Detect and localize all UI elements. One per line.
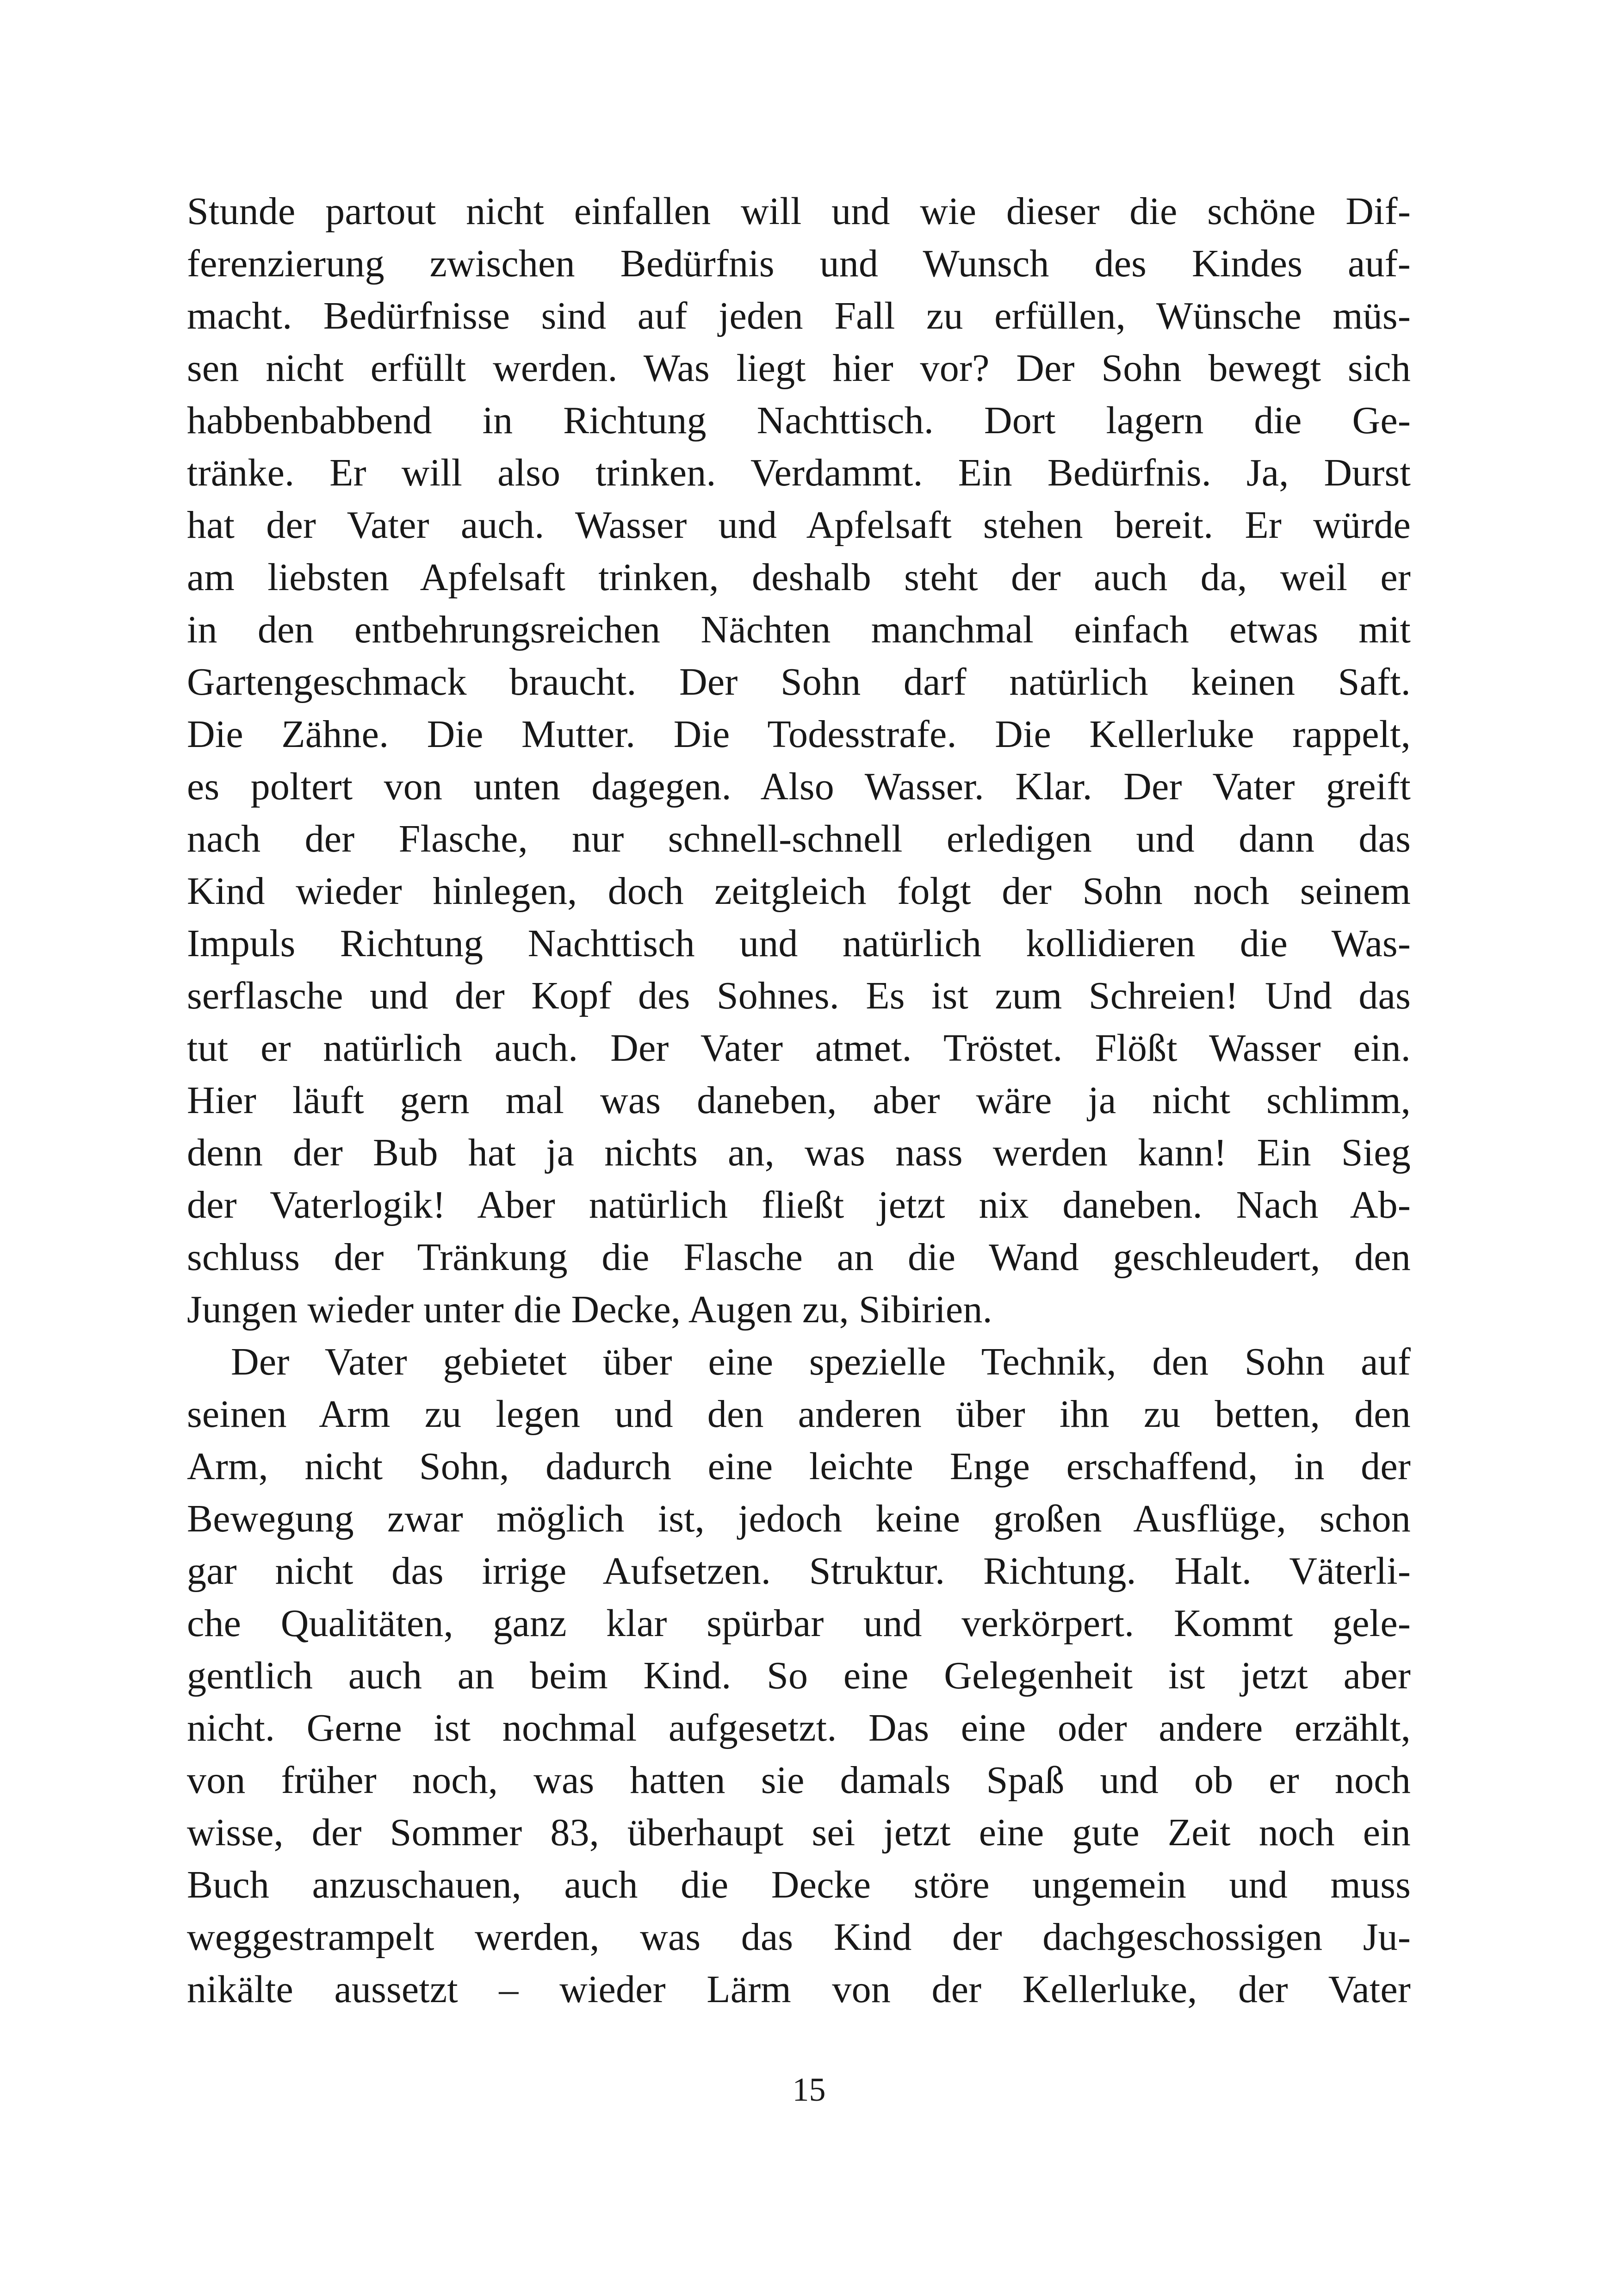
text-line: gar nicht das irrige Aufsetzen. Struktur. Richtung. Halt. Väterli- (187, 1549, 1411, 1593)
text-line: nikälte aussetzt – wieder Lärm von der Kellerluke, der Vater (187, 1968, 1411, 2011)
paragraph (187, 1336, 1411, 2016)
text-line: weggestrampelt werden, was das Kind der dachgeschossigen Ju- (187, 1916, 1411, 1959)
text-line: tränke. Er will also trinken. Verdammt. Ein Bedürfnis. Ja, Durst (187, 451, 1411, 494)
text-line: Gartengeschmack braucht. Der Sohn darf natürlich keinen Saft. (187, 660, 1411, 703)
text-line: Der Vater gebietet über eine spezielle Technik, den Sohn auf (231, 1340, 1411, 1383)
text-line: Impuls Richtung Nachttisch und natürlich kollidieren die Was- (187, 922, 1411, 965)
text-line: von früher noch, was hatten sie damals Spaß und ob er noch (187, 1759, 1411, 1802)
page-number: 15 (792, 2071, 826, 2108)
text-line: denn der Bub hat ja nichts an, was nass werden kann! Ein Sieg (187, 1131, 1411, 1174)
text-line: in den entbehrungsreichen Nächten manchmal einfach etwas mit (187, 608, 1411, 651)
text-line: Bewegung zwar möglich ist, jedoch keine großen Ausflüge, schon (187, 1497, 1411, 1540)
text-line: Hier läuft gern mal was daneben, aber wäre ja nicht schlimm, (187, 1079, 1411, 1122)
text-line: habbenbabbend in Richtung Nachttisch. Dort lagern die Ge- (187, 399, 1411, 442)
text-line: hat der Vater auch. Wasser und Apfelsaft stehen bereit. Er würde (187, 504, 1411, 547)
text-line: Die Zähne. Die Mutter. Die Todesstrafe. Die Kellerluke rappelt, (187, 713, 1411, 756)
text-line: Jungen wieder unter die Decke, Augen zu, Sibirien. (187, 1288, 992, 1331)
text-line: ferenzierung zwischen Bedürfnis und Wunsch des Kindes auf- (187, 242, 1411, 285)
text-line: Stunde partout nicht einfallen will und wie dieser die schöne Dif- (187, 190, 1411, 233)
text-line: am liebsten Apfelsaft trinken, deshalb steht der auch da, weil er (187, 556, 1411, 599)
text-line: gentlich auch an beim Kind. So eine Gelegenheit ist jetzt aber (187, 1654, 1411, 1697)
text-line: seinen Arm zu legen und den anderen über ihn zu betten, den (187, 1393, 1411, 1436)
text-line: tut er natürlich auch. Der Vater atmet. Tröstet. Flößt Wasser ein. (187, 1027, 1411, 1070)
text-line: es poltert von unten dagegen. Also Wasser. Klar. Der Vater greift (187, 765, 1411, 808)
text-line: nicht. Gerne ist nochmal aufgesetzt. Das eine oder andere erzählt, (187, 1706, 1411, 1749)
text-line: Buch anzuschauen, auch die Decke störe ungemein und muss (187, 1863, 1411, 1906)
text-line: schluss der Tränkung die Flasche an die Wand geschleudert, den (187, 1236, 1411, 1279)
text-line: Arm, nicht Sohn, dadurch eine leichte Enge erschaffend, in der (187, 1445, 1411, 1488)
text-line: nach der Flasche, nur schnell-schnell erledigen und dann das (187, 817, 1411, 860)
text-line: che Qualitäten, ganz klar spürbar und verkörpert. Kommt gele- (187, 1602, 1411, 1645)
text-block (187, 185, 1411, 2016)
text-line: Kind wieder hinlegen, doch zeitgleich folgt der Sohn noch seinem (187, 870, 1411, 913)
text-line: sen nicht erfüllt werden. Was liegt hier vor? Der Sohn bewegt sich (187, 347, 1411, 390)
text-line: wisse, der Sommer 83, überhaupt sei jetzt eine gute Zeit noch ein (187, 1811, 1411, 1854)
paragraph (187, 185, 1411, 1336)
text-line: der Vaterlogik! Aber natürlich fließt jetzt nix daneben. Nach Ab- (187, 1183, 1411, 1226)
text-line: macht. Bedürfnisse sind auf jeden Fall zu erfüllen, Wünsche müs- (187, 294, 1411, 337)
text-line: serflasche und der Kopf des Sohnes. Es ist zum Schreien! Und das (187, 974, 1411, 1017)
